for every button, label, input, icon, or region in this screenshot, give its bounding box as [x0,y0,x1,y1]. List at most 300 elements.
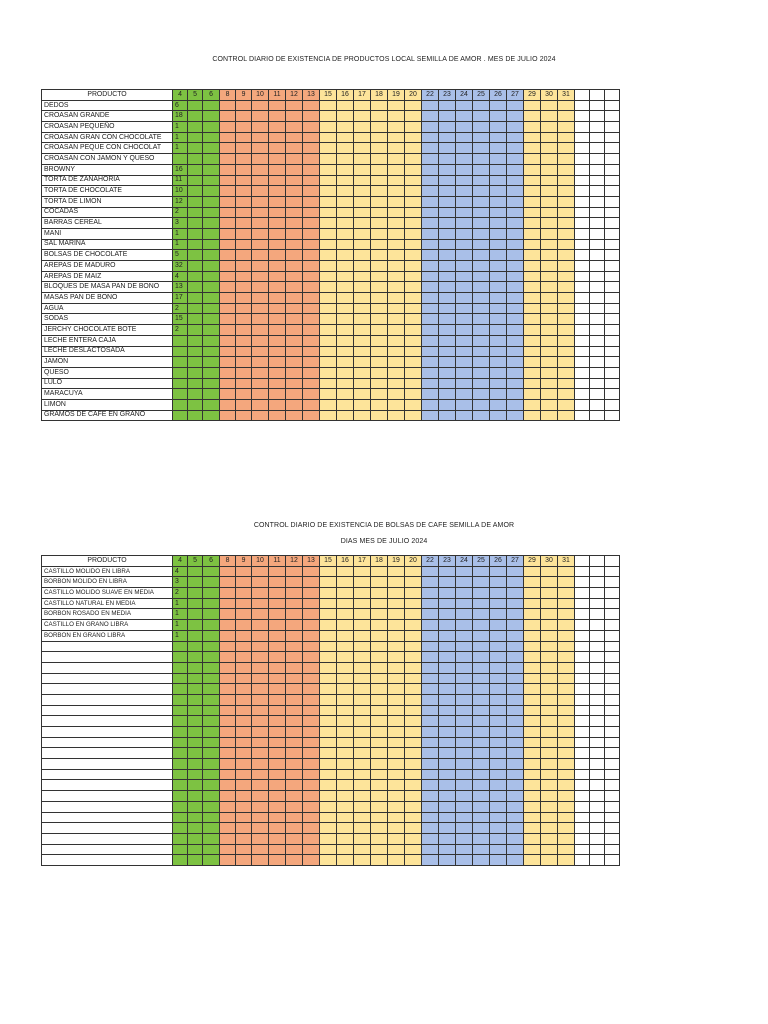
stock-cell [456,154,473,165]
product-name-cell: MASAS PAN DE BONO [42,293,173,304]
stock-cell [541,282,558,293]
stock-cell [558,207,575,218]
stock-cell [473,239,490,250]
stock-cell [507,641,524,652]
stock-cell [524,111,541,122]
stock-cell [558,748,575,759]
stock-cell [252,791,269,802]
stock-cell [490,641,507,652]
stock-cell [422,325,439,336]
stock-cell [188,207,203,218]
stock-cell [269,694,286,705]
stock-cell [405,132,422,143]
stock-cell [252,346,269,357]
stock-cell [507,588,524,599]
table-row [42,620,620,631]
stock-cell [252,399,269,410]
stock-cell [575,122,590,133]
stock-cell [269,833,286,844]
stock-cell [473,748,490,759]
stock-cell [575,823,590,834]
stock-cell [590,855,605,866]
stock-cell [490,346,507,357]
stock-cell [590,111,605,122]
stock-cell [490,588,507,599]
stock-cell [524,154,541,165]
stock-cell [252,812,269,823]
stock-cell [405,196,422,207]
stock-cell [320,122,337,133]
stock-cell [541,630,558,641]
stock-cell [220,598,236,609]
stock-cell [605,812,620,823]
stock-cell [456,780,473,791]
stock-cell [590,630,605,641]
stock-cell [473,154,490,165]
stock-cell [541,673,558,684]
stock-value-cell: 4 [173,566,188,577]
product-name-cell [42,855,173,866]
stock-cell [320,727,337,738]
coffee-bags-stock-table [41,555,620,866]
stock-cell [524,261,541,272]
product-name-cell: BORBON MOLIDO EN LIBRA [42,577,173,588]
stock-cell [456,282,473,293]
stock-cell [456,855,473,866]
stock-cell [490,122,507,133]
stock-cell [188,727,203,738]
stock-value-cell: 1 [173,239,188,250]
stock-cell [422,748,439,759]
stock-cell [575,378,590,389]
stock-cell [490,367,507,378]
stock-cell [388,684,405,695]
stock-value-cell: 1 [173,228,188,239]
stock-cell [473,812,490,823]
stock-cell [439,705,456,716]
stock-cell [605,378,620,389]
stock-value-cell [173,855,188,866]
stock-cell [558,705,575,716]
stock-value-cell: 1 [173,620,188,631]
stock-cell [371,801,388,812]
stock-cell [439,566,456,577]
stock-cell [473,844,490,855]
stock-cell [590,314,605,325]
stock-cell [203,346,220,357]
stock-cell [558,100,575,111]
stock-cell [371,122,388,133]
stock-cell [605,716,620,727]
product-name-cell [42,684,173,695]
stock-cell [220,186,236,197]
stock-cell [269,164,286,175]
table-row [42,389,620,400]
stock-cell [524,239,541,250]
day-header [605,90,620,101]
stock-cell [269,271,286,282]
stock-cell [203,727,220,738]
product-name-cell: CASTILLO NATURAL EN MEDIA [42,598,173,609]
stock-cell [456,727,473,738]
stock-cell [558,609,575,620]
stock-cell [524,389,541,400]
stock-cell [354,727,371,738]
stock-cell [575,812,590,823]
stock-cell [303,769,320,780]
stock-cell [558,812,575,823]
stock-cell [371,111,388,122]
table-row [42,855,620,866]
header-product-label: PRODUCTO [42,90,173,101]
stock-cell [575,271,590,282]
stock-cell [188,143,203,154]
stock-cell [456,122,473,133]
stock-cell [541,143,558,154]
stock-cell [605,111,620,122]
stock-cell [405,389,422,400]
stock-cell [220,314,236,325]
stock-cell [188,132,203,143]
stock-cell [590,378,605,389]
stock-cell [439,250,456,261]
stock-cell [371,823,388,834]
stock-cell [524,577,541,588]
stock-cell [575,410,590,421]
day-header [590,556,605,567]
day-header: 6 [203,556,220,567]
stock-cell [605,335,620,346]
stock-cell [320,844,337,855]
stock-cell [490,598,507,609]
stock-cell [558,759,575,770]
stock-cell [422,759,439,770]
stock-cell [456,367,473,378]
table-row [42,801,620,812]
stock-cell [388,566,405,577]
stock-cell [439,410,456,421]
stock-cell [439,111,456,122]
stock-cell [371,303,388,314]
stock-cell [303,346,320,357]
stock-cell [490,164,507,175]
stock-cell [203,261,220,272]
stock-value-cell [173,399,188,410]
product-name-cell: SAL MARINA [42,239,173,250]
stock-cell [605,100,620,111]
stock-cell [236,303,252,314]
stock-cell [252,357,269,368]
stock-cell [388,769,405,780]
stock-cell [188,801,203,812]
stock-cell [188,154,203,165]
stock-cell [439,769,456,780]
stock-cell [558,314,575,325]
stock-cell [388,716,405,727]
stock-cell [524,335,541,346]
stock-cell [269,346,286,357]
stock-cell [590,389,605,400]
stock-cell [269,780,286,791]
stock-cell [405,239,422,250]
stock-cell [303,293,320,304]
stock-cell [236,641,252,652]
stock-cell [558,769,575,780]
stock-cell [203,218,220,229]
stock-cell [605,207,620,218]
stock-cell [188,737,203,748]
stock-cell [303,132,320,143]
stock-cell [354,314,371,325]
stock-cell [220,271,236,282]
table-row [42,399,620,410]
stock-cell [252,823,269,834]
stock-cell [303,143,320,154]
stock-cell [605,598,620,609]
stock-value-cell: 3 [173,218,188,229]
stock-cell [220,780,236,791]
stock-cell [269,325,286,336]
stock-cell [252,111,269,122]
stock-cell [320,620,337,631]
stock-cell [236,335,252,346]
stock-cell [337,239,354,250]
stock-cell [575,111,590,122]
stock-cell [188,357,203,368]
stock-cell [490,727,507,738]
stock-cell [203,844,220,855]
stock-cell [371,218,388,229]
stock-cell [456,378,473,389]
product-name-cell: TORTA DE CHOCOLATE [42,186,173,197]
stock-cell [303,801,320,812]
stock-cell [220,239,236,250]
stock-cell [524,207,541,218]
stock-cell [354,588,371,599]
stock-cell [456,164,473,175]
stock-cell [541,780,558,791]
stock-cell [354,164,371,175]
stock-cell [490,748,507,759]
stock-cell [575,844,590,855]
stock-cell [388,844,405,855]
table-row [42,673,620,684]
stock-cell [354,399,371,410]
stock-cell [220,282,236,293]
stock-cell [269,196,286,207]
stock-cell [269,357,286,368]
stock-cell [188,748,203,759]
stock-cell [337,111,354,122]
stock-cell [320,218,337,229]
day-header: 27 [507,556,524,567]
stock-cell [605,694,620,705]
stock-cell [303,122,320,133]
stock-cell [605,325,620,336]
stock-cell [558,801,575,812]
stock-cell [337,716,354,727]
stock-cell [456,389,473,400]
stock-cell [354,855,371,866]
stock-cell [236,218,252,229]
stock-cell [220,303,236,314]
stock-cell [303,566,320,577]
table-row [42,833,620,844]
stock-cell [286,855,303,866]
stock-cell [405,855,422,866]
stock-cell [473,855,490,866]
stock-cell [354,228,371,239]
stock-cell [490,143,507,154]
stock-cell [507,357,524,368]
stock-cell [337,737,354,748]
stock-cell [337,122,354,133]
stock-cell [456,823,473,834]
stock-cell [252,577,269,588]
stock-cell [558,282,575,293]
stock-cell [203,143,220,154]
stock-cell [354,609,371,620]
stock-cell [303,812,320,823]
stock-cell [590,844,605,855]
stock-cell [439,154,456,165]
stock-cell [575,630,590,641]
stock-cell [320,684,337,695]
stock-cell [236,122,252,133]
stock-cell [286,662,303,673]
stock-cell [507,122,524,133]
day-header: 16 [337,556,354,567]
stock-cell [371,694,388,705]
stock-cell [558,399,575,410]
stock-cell [541,748,558,759]
stock-value-cell [173,844,188,855]
stock-cell [371,314,388,325]
stock-cell [252,748,269,759]
stock-cell [203,335,220,346]
product-name-cell: CASTILLO MOLIDO EN LIBRA [42,566,173,577]
stock-cell [558,823,575,834]
stock-cell [337,833,354,844]
stock-cell [252,122,269,133]
table-row [42,218,620,229]
stock-cell [320,641,337,652]
stock-cell [236,239,252,250]
stock-cell [456,620,473,631]
stock-cell [286,250,303,261]
stock-cell [388,812,405,823]
stock-cell [558,684,575,695]
day-header: 25 [473,90,490,101]
stock-value-cell: 17 [173,293,188,304]
stock-cell [422,641,439,652]
stock-cell [456,801,473,812]
stock-cell [524,684,541,695]
stock-cell [220,791,236,802]
stock-value-cell: 6 [173,100,188,111]
stock-cell [188,833,203,844]
stock-cell [188,588,203,599]
stock-cell [354,218,371,229]
stock-cell [303,652,320,663]
stock-cell [405,314,422,325]
stock-cell [354,100,371,111]
stock-cell [456,577,473,588]
day-header: 26 [490,556,507,567]
stock-cell [303,378,320,389]
stock-cell [541,132,558,143]
product-name-cell: CROASAN CON JAMON Y QUESO [42,154,173,165]
stock-cell [439,228,456,239]
stock-cell [371,566,388,577]
stock-cell [541,620,558,631]
stock-cell [303,186,320,197]
stock-cell [354,357,371,368]
day-header: 20 [405,90,422,101]
stock-cell [405,122,422,133]
stock-cell [524,855,541,866]
product-name-cell: LIMON [42,399,173,410]
stock-cell [354,378,371,389]
stock-cell [220,727,236,738]
stock-cell [605,218,620,229]
stock-cell [203,282,220,293]
stock-cell [541,588,558,599]
stock-cell [605,780,620,791]
stock-cell [541,577,558,588]
stock-cell [558,389,575,400]
stock-cell [524,716,541,727]
stock-cell [507,759,524,770]
stock-cell [188,694,203,705]
stock-cell [422,812,439,823]
stock-cell [456,271,473,282]
stock-cell [524,566,541,577]
stock-cell [558,588,575,599]
stock-cell [605,143,620,154]
stock-cell [252,261,269,272]
stock-cell [220,100,236,111]
stock-cell [388,228,405,239]
stock-cell [188,759,203,770]
product-name-cell [42,737,173,748]
stock-cell [354,367,371,378]
table-row [42,367,620,378]
stock-cell [541,823,558,834]
stock-cell [524,620,541,631]
stock-cell [490,303,507,314]
stock-cell [558,196,575,207]
stock-cell [252,196,269,207]
stock-cell [252,100,269,111]
table-row [42,314,620,325]
stock-cell [188,218,203,229]
stock-cell [303,271,320,282]
stock-cell [236,271,252,282]
stock-cell [558,143,575,154]
stock-cell [507,186,524,197]
stock-cell [252,143,269,154]
stock-cell [490,694,507,705]
stock-cell [252,314,269,325]
stock-cell [303,228,320,239]
stock-cell [188,410,203,421]
stock-cell [422,791,439,802]
stock-cell [337,367,354,378]
stock-cell [354,737,371,748]
stock-cell [320,662,337,673]
stock-cell [490,609,507,620]
